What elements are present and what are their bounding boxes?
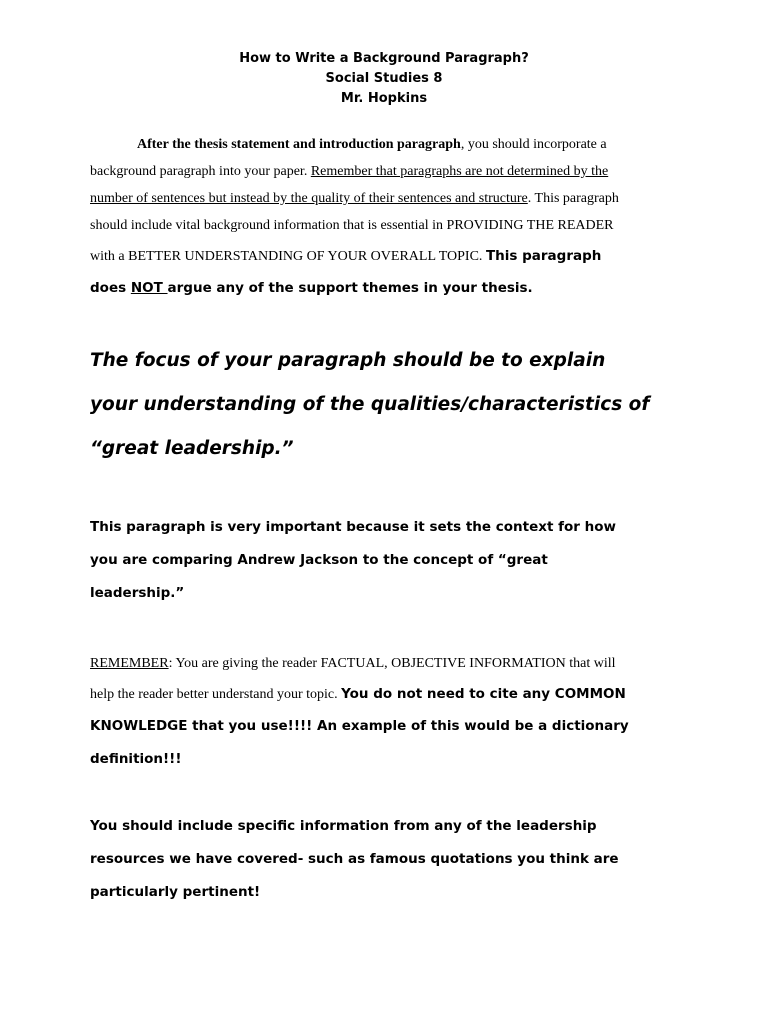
thesis-phrase: After the thesis statement and introduction paragraph bbox=[137, 137, 461, 152]
remember-paragraph bbox=[90, 649, 730, 776]
importance-line: leadership.” bbox=[90, 585, 185, 601]
intro-line-5-bold: This paragraph bbox=[485, 248, 602, 264]
intro-line-4-text: should include vital background information that is essential in PROVIDING THE READER bbox=[90, 218, 614, 233]
focus-statement bbox=[90, 339, 730, 471]
intro-line-6-end: argue any of the support themes in your thesis. bbox=[167, 280, 533, 296]
focus-line: The focus of your paragraph should be to explain bbox=[90, 350, 606, 371]
underlined-remember-text: Remember that paragraphs are not determined by the bbox=[310, 164, 609, 179]
intro-line-3-text: . This paragraph bbox=[527, 191, 619, 206]
remember-line-1-text: : You are giving the reader FACTUAL, OBJECTIVE INFORMATION that will bbox=[168, 656, 616, 671]
intro-line-2-text: background paragraph into your paper. bbox=[90, 164, 311, 179]
intro-line-1-text: , you should incorporate a bbox=[460, 137, 607, 152]
intro-line-5-text: with a BETTER UNDERSTANDING OF YOUR OVERALL TOPIC. bbox=[90, 249, 486, 264]
document-header bbox=[0, 49, 768, 109]
not-emphasis: NOT bbox=[130, 280, 168, 296]
focus-line: “great leadership.” bbox=[90, 438, 294, 459]
course-name: Social Studies 8 bbox=[325, 71, 443, 86]
intro-paragraph bbox=[90, 131, 690, 305]
focus-line: your understanding of the qualities/characteristics of bbox=[90, 394, 650, 415]
intro-line-6-start: does bbox=[90, 280, 131, 296]
remember-line-2-bold: You do not need to cite any COMMON bbox=[341, 686, 626, 702]
remember-label: REMEMBER bbox=[90, 656, 169, 671]
remember-line-2-text: help the reader better understand your topic. bbox=[90, 687, 342, 702]
remember-line-3: KNOWLEDGE that you use!!!! An example of this would be a dictionary bbox=[90, 718, 629, 734]
importance-paragraph bbox=[90, 511, 730, 610]
teacher-name: Mr. Hopkins bbox=[340, 91, 428, 106]
include-paragraph bbox=[90, 810, 730, 909]
remember-line-4: definition!!! bbox=[90, 751, 182, 767]
include-line: You should include specific information from any of the leadership bbox=[90, 818, 597, 834]
importance-line: This paragraph is very important because it sets the context for how bbox=[90, 519, 616, 535]
include-line: particularly pertinent! bbox=[90, 884, 261, 900]
include-line: resources we have covered- such as famous quotations you think are bbox=[90, 851, 619, 867]
document-title: How to Write a Background Paragraph? bbox=[239, 51, 529, 66]
underlined-sentences-text: number of sentences but instead by the quality of their sentences and structure bbox=[90, 191, 528, 206]
importance-line: you are comparing Andrew Jackson to the concept of “great bbox=[90, 552, 548, 568]
